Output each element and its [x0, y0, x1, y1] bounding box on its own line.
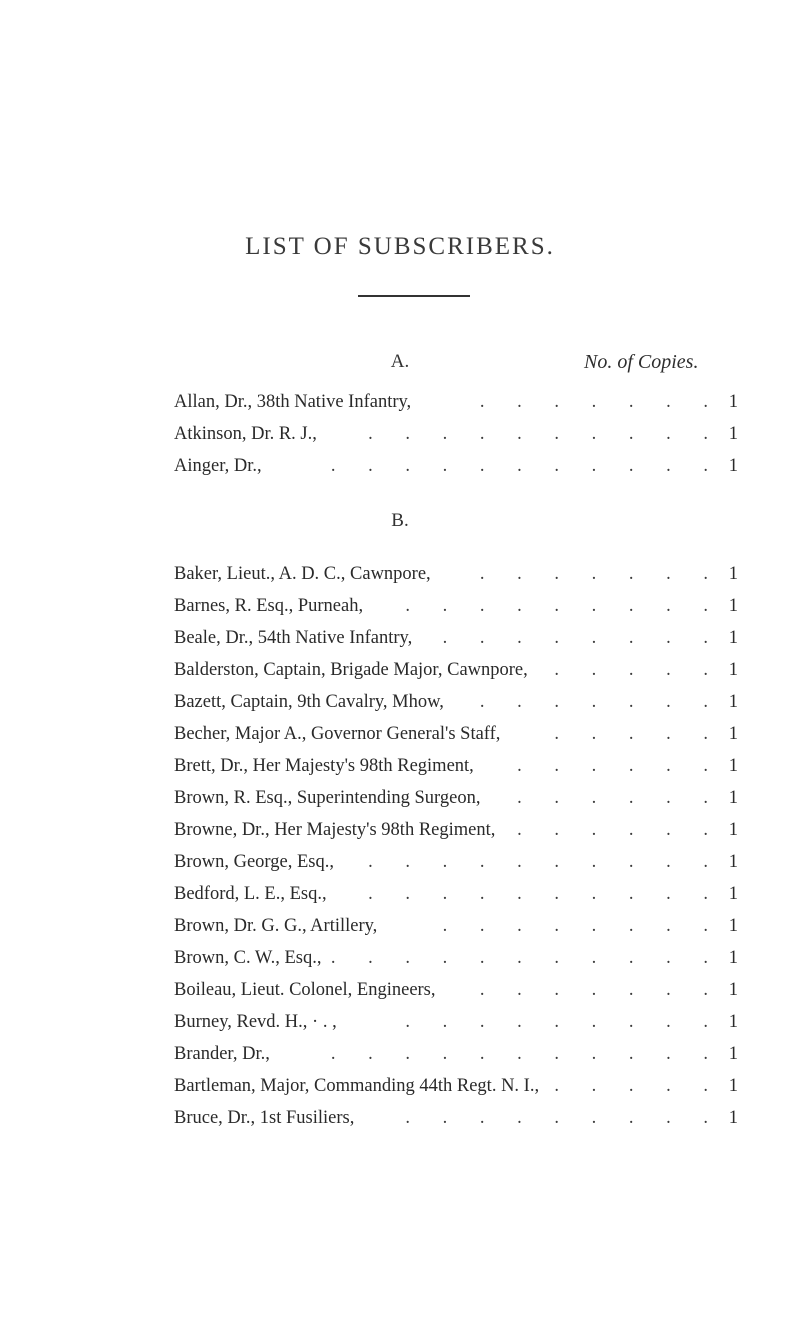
copies-column-header: No. of Copies.	[584, 351, 699, 373]
copies-count: 1	[728, 756, 738, 776]
copies-count: 1	[728, 820, 738, 840]
leader-dots: . . . . .	[554, 660, 722, 680]
subscriber-name: Balderston, Captain, Brigade Major, Cawnpore,	[174, 660, 528, 680]
subscriber-entry	[174, 881, 740, 907]
subscriber-entry	[174, 785, 740, 811]
copies-count: 1	[728, 660, 738, 680]
copies-count: 1	[728, 948, 738, 968]
subscriber-name: Boileau, Lieut. Colonel, Engineers,	[174, 980, 436, 1000]
copies-count: 1	[728, 596, 738, 616]
leader-dots: . . . . . . . . . .	[368, 884, 722, 904]
subscriber-name: Barnes, R. Esq., Purneah,	[174, 596, 364, 616]
leader-dots: . . . . . .	[517, 788, 722, 808]
subscriber-name: Brown, Dr. G. G., Artillery,	[174, 916, 378, 936]
subscriber-entry	[174, 945, 740, 971]
leader-dots: . . . . . . . . . . .	[330, 1044, 722, 1064]
leader-dots: . . . . .	[554, 724, 722, 744]
leader-dots: . . . . .	[554, 1076, 722, 1096]
subscriber-entry	[174, 753, 740, 779]
copies-count: 1	[728, 884, 738, 904]
leader-dots: . . . . . . . . . .	[368, 424, 722, 444]
leader-dots: . . . . . . . . . . .	[330, 948, 722, 968]
subscriber-name: Brander, Dr.,	[174, 1044, 270, 1064]
subscriber-entry	[174, 561, 740, 587]
leader-dots: . . . . . . . .	[442, 628, 722, 648]
leader-dots: . . . . . . .	[479, 692, 722, 712]
leader-dots: . . . . . . .	[479, 392, 722, 412]
subscriber-name: Brown, George, Esq.,	[174, 852, 334, 872]
leader-dots: . . . . . . . .	[442, 916, 722, 936]
copies-count: 1	[728, 788, 738, 808]
subscriber-entry	[174, 1105, 740, 1131]
leader-dots: . . . . . . . . .	[405, 1108, 722, 1128]
leader-dots: . . . . . . . . . . .	[330, 456, 722, 476]
copies-count: 1	[728, 980, 738, 1000]
leader-dots: . . . . . . .	[479, 564, 722, 584]
leader-dots: . . . . . . . . .	[405, 1012, 722, 1032]
subscriber-name: Becher, Major A., Governor General's Staff,	[174, 724, 501, 744]
subscriber-entry	[174, 453, 740, 479]
subscriber-name: Brown, C. W., Esq.,	[174, 948, 322, 968]
subscriber-name: Allan, Dr., 38th Native Infantry,	[174, 392, 412, 412]
subscriber-name: Bedford, L. E., Esq.,	[174, 884, 327, 904]
copies-count: 1	[728, 852, 738, 872]
copies-count: 1	[728, 1108, 738, 1128]
leader-dots: . . . . . .	[517, 820, 722, 840]
subscriber-entry	[174, 817, 740, 843]
subscriber-entry	[174, 1041, 740, 1067]
copies-count: 1	[728, 692, 738, 712]
copies-count: 1	[728, 1012, 738, 1032]
subscriber-name: Baker, Lieut., A. D. C., Cawnpore,	[174, 564, 431, 584]
subscriber-entry	[174, 977, 740, 1003]
leader-dots: . . . . . . .	[479, 980, 722, 1000]
subscriber-name: Ainger, Dr.,	[174, 456, 262, 476]
subscriber-entry	[174, 1073, 740, 1099]
leader-dots: . . . . . .	[517, 756, 722, 776]
copies-count: 1	[728, 564, 738, 584]
leader-dots: . . . . . . . . .	[405, 596, 722, 616]
copies-count: 1	[728, 724, 738, 744]
subscriber-entry	[174, 421, 740, 447]
subscriber-name: Browne, Dr., Her Majesty's 98th Regiment,	[174, 820, 496, 840]
subscriber-entry	[174, 913, 740, 939]
subscriber-name: Brett, Dr., Her Majesty's 98th Regiment,	[174, 756, 474, 776]
subscriber-name: Beale, Dr., 54th Native Infantry,	[174, 628, 413, 648]
copies-count: 1	[728, 424, 738, 444]
section-letter-a: A.	[390, 351, 410, 372]
subscriber-entry	[174, 657, 740, 683]
subscriber-entry	[174, 689, 740, 715]
subscriber-name: Brown, R. Esq., Superintending Surgeon,	[174, 788, 481, 808]
subscriber-name: Bazett, Captain, 9th Cavalry, Mhow,	[174, 692, 444, 712]
subscriber-name: Bartleman, Major, Commanding 44th Regt. N. I.,	[174, 1076, 540, 1096]
subscriber-entry	[174, 389, 740, 415]
copies-count: 1	[728, 456, 738, 476]
subscriber-entry	[174, 593, 740, 619]
copies-count: 1	[728, 1044, 738, 1064]
copies-count: 1	[728, 392, 738, 412]
title-rule	[358, 295, 470, 297]
subscriber-entry	[174, 849, 740, 875]
subscriber-name: Bruce, Dr., 1st Fusiliers,	[174, 1108, 355, 1128]
subscriber-name: Atkinson, Dr. R. J.,	[174, 424, 317, 444]
leader-dots: . . . . . . . . . .	[368, 852, 722, 872]
section-letter-b: B.	[391, 510, 409, 531]
subscriber-entry	[174, 1009, 740, 1035]
subscriber-entry	[174, 721, 740, 747]
page-title: LIST OF SUBSCRIBERS.	[245, 233, 555, 260]
copies-count: 1	[728, 1076, 738, 1096]
subscriber-entry	[174, 625, 740, 651]
copies-count: 1	[728, 628, 738, 648]
copies-count: 1	[728, 916, 738, 936]
subscriber-name: Burney, Revd. H., · . ,	[174, 1012, 337, 1032]
